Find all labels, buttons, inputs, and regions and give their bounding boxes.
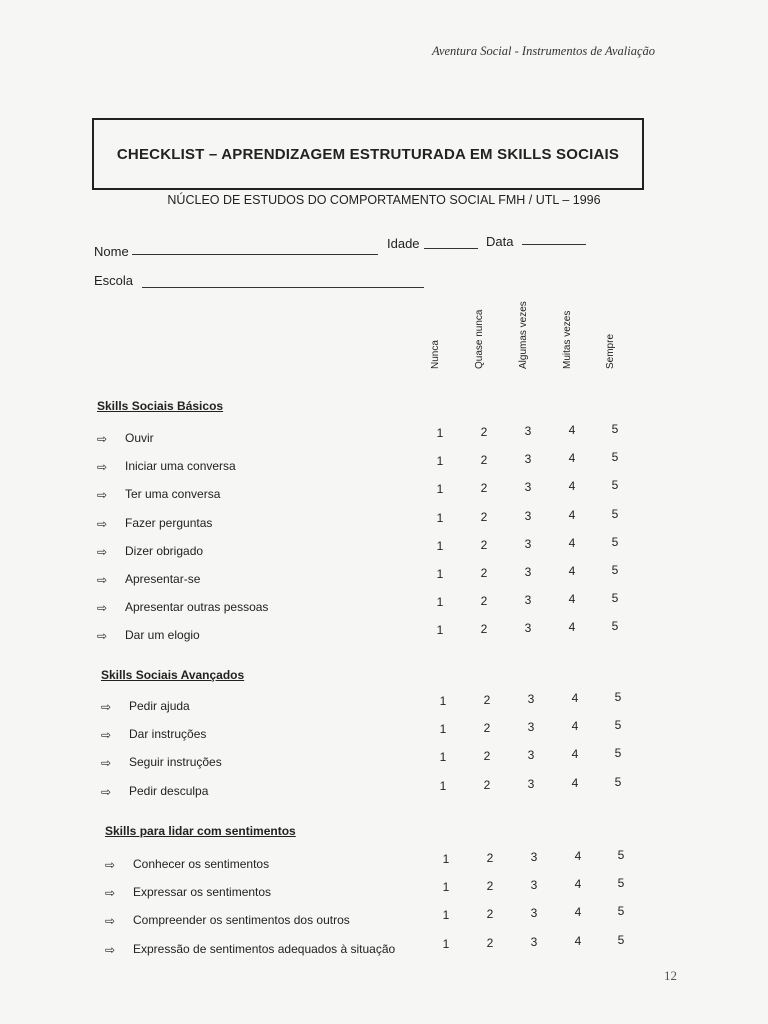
arrow-right-icon: ⇨ <box>105 858 116 872</box>
checklist-item: Conhecer os sentimentos <box>133 857 270 871</box>
arrow-right-icon: ⇨ <box>101 756 112 771</box>
rating-option[interactable]: 5 <box>611 506 619 521</box>
checklist-item: Pedir ajuda <box>129 699 190 713</box>
rating-option[interactable]: 4 <box>574 849 582 863</box>
rating-option[interactable]: 3 <box>524 424 532 438</box>
checklist-item: Expressar os sentimentos <box>133 885 272 900</box>
rating-option[interactable]: 5 <box>617 904 625 919</box>
checklist-item: Ouvir <box>125 431 154 445</box>
rating-option[interactable]: 1 <box>436 595 444 610</box>
rating-option[interactable]: 5 <box>614 746 622 761</box>
rating-option[interactable]: 5 <box>611 563 619 577</box>
rating-option[interactable]: 3 <box>524 621 532 636</box>
rating-option[interactable]: 2 <box>483 777 491 792</box>
rating-option[interactable]: 4 <box>574 905 582 920</box>
checklist-item: Dar um elogio <box>125 628 200 643</box>
arrow-right-icon: ⇨ <box>105 942 116 957</box>
column-header: Nunca <box>430 340 441 369</box>
checklist-item: Compreender os sentimentos dos outros <box>133 913 350 928</box>
rating-option[interactable]: 5 <box>614 690 622 704</box>
rating-option[interactable]: 3 <box>530 934 538 949</box>
rating-option[interactable]: 1 <box>442 880 450 895</box>
column-header: Algumas vezes <box>518 301 529 369</box>
rating-option[interactable]: 3 <box>530 878 538 893</box>
rating-option[interactable]: 5 <box>611 422 619 436</box>
rating-option[interactable]: 4 <box>568 479 576 494</box>
arrow-right-icon: ⇨ <box>101 784 112 799</box>
rating-option[interactable]: 2 <box>486 907 494 922</box>
checklist-item: Apresentar outras pessoas <box>125 600 269 615</box>
rating-option[interactable]: 3 <box>524 452 532 467</box>
rating-option[interactable]: 1 <box>436 454 444 469</box>
running-header: Aventura Social - Instrumentos de Avaliação <box>432 44 655 58</box>
rating-option[interactable]: 2 <box>486 851 494 865</box>
rating-option[interactable]: 4 <box>568 507 576 522</box>
rating-option[interactable]: 1 <box>439 778 447 793</box>
rating-option[interactable]: 4 <box>571 747 579 762</box>
rating-option[interactable]: 1 <box>439 694 447 708</box>
rating-option[interactable]: 2 <box>483 749 491 764</box>
arrow-right-icon: ⇨ <box>97 460 108 475</box>
title-box <box>92 118 644 190</box>
rating-option[interactable]: 1 <box>436 538 444 553</box>
rating-option[interactable]: 3 <box>527 692 535 706</box>
rating-option[interactable]: 2 <box>480 509 488 524</box>
rating-option[interactable]: 4 <box>571 719 579 734</box>
rating-option[interactable]: 1 <box>436 567 444 581</box>
section-title: Skills para lidar com sentimentos <box>105 824 296 838</box>
checklist-item: Pedir desculpa <box>129 783 209 798</box>
rating-option[interactable]: 5 <box>611 478 619 493</box>
checklist-item: Iniciar uma conversa <box>125 459 236 474</box>
rating-option[interactable]: 2 <box>480 622 488 637</box>
arrow-right-icon: ⇨ <box>97 544 108 559</box>
rating-option[interactable]: 2 <box>480 537 488 552</box>
arrow-right-icon: ⇨ <box>97 629 108 644</box>
arrow-right-icon: ⇨ <box>97 516 108 531</box>
idade-label: Idade <box>387 236 420 251</box>
rating-option[interactable]: 4 <box>574 933 582 948</box>
rating-option[interactable]: 1 <box>436 482 444 497</box>
rating-option[interactable]: 1 <box>439 750 447 765</box>
rating-option[interactable]: 1 <box>436 623 444 638</box>
checklist-item: Dizer obrigado <box>125 543 204 558</box>
rating-option[interactable]: 3 <box>527 748 535 763</box>
rating-option[interactable]: 2 <box>480 481 488 496</box>
rating-option[interactable]: 2 <box>483 721 491 736</box>
rating-option[interactable]: 2 <box>486 935 494 950</box>
data-label: Data <box>486 234 514 249</box>
rating-option[interactable]: 3 <box>527 720 535 735</box>
arrow-right-icon: ⇨ <box>105 886 116 901</box>
rating-option[interactable]: 4 <box>574 877 582 892</box>
rating-option[interactable]: 4 <box>568 620 576 635</box>
arrow-right-icon: ⇨ <box>97 601 108 616</box>
rating-option[interactable]: 3 <box>530 850 538 864</box>
nome-field[interactable] <box>132 254 378 255</box>
checklist-item: Ter uma conversa <box>125 487 221 502</box>
column-header: Muitas vezes <box>562 310 573 369</box>
rating-option[interactable]: 4 <box>568 592 576 607</box>
rating-option[interactable]: 3 <box>527 776 535 791</box>
checklist-item: Fazer perguntas <box>125 515 213 530</box>
rating-option[interactable]: 4 <box>571 691 579 705</box>
arrow-right-icon: ⇨ <box>97 488 108 503</box>
rating-option[interactable]: 5 <box>611 534 619 549</box>
arrow-right-icon: ⇨ <box>101 700 112 714</box>
rating-option[interactable]: 3 <box>524 565 532 579</box>
section-title: Skills Sociais Avançados <box>101 668 245 682</box>
rating-option[interactable]: 3 <box>530 906 538 921</box>
rating-option[interactable]: 4 <box>568 423 576 437</box>
rating-option[interactable]: 3 <box>524 593 532 608</box>
rating-option[interactable]: 1 <box>439 722 447 737</box>
checklist-item: Dar instruções <box>129 727 207 742</box>
rating-option[interactable]: 3 <box>524 508 532 523</box>
rating-option[interactable]: 5 <box>614 774 622 789</box>
rating-option[interactable]: 1 <box>442 908 450 923</box>
rating-option[interactable]: 5 <box>614 718 622 733</box>
rating-option[interactable]: 1 <box>436 426 444 440</box>
rating-option[interactable]: 2 <box>483 693 491 707</box>
rating-option[interactable]: 1 <box>442 852 450 866</box>
rating-option[interactable]: 1 <box>442 936 450 951</box>
column-header: Sempre <box>605 333 616 369</box>
rating-option[interactable]: 5 <box>611 591 619 606</box>
page-title: CHECKLIST – APRENDIZAGEM ESTRUTURADA EM SKILLS SOCIAIS <box>116 146 620 163</box>
column-header: Quase nunca <box>474 309 485 369</box>
nome-label: Nome <box>94 244 129 259</box>
rating-option[interactable]: 2 <box>480 453 488 468</box>
arrow-right-icon: ⇨ <box>97 573 108 587</box>
idade-field[interactable] <box>424 248 478 249</box>
arrow-right-icon: ⇨ <box>105 914 116 929</box>
rating-option[interactable]: 4 <box>571 775 579 790</box>
rating-option[interactable]: 1 <box>436 510 444 525</box>
rating-option[interactable]: 3 <box>524 480 532 495</box>
checklist-item: Seguir instruções <box>129 755 222 770</box>
page-number: 12 <box>664 968 677 983</box>
arrow-right-icon: ⇨ <box>101 728 112 743</box>
checklist-item: Apresentar-se <box>125 572 201 586</box>
arrow-right-icon: ⇨ <box>97 432 108 446</box>
section-title: Skills Sociais Básicos <box>97 399 224 413</box>
rating-option[interactable]: 5 <box>617 932 625 947</box>
subtitle: NÚCLEO DE ESTUDOS DO COMPORTAMENTO SOCIAL FMH / UTL – 1996 <box>167 193 601 207</box>
rating-option[interactable]: 2 <box>480 566 488 580</box>
rating-option[interactable]: 3 <box>524 536 532 551</box>
checklist-item: Expressão de sentimentos adequados à situação <box>133 941 396 956</box>
rating-option[interactable]: 4 <box>568 535 576 550</box>
rating-option[interactable]: 5 <box>611 450 619 465</box>
rating-option[interactable]: 4 <box>568 451 576 466</box>
rating-option[interactable]: 5 <box>611 619 619 634</box>
rating-option[interactable]: 2 <box>480 425 488 439</box>
rating-option[interactable]: 5 <box>617 848 625 862</box>
rating-option[interactable]: 5 <box>617 876 625 891</box>
rating-option[interactable]: 4 <box>568 564 576 578</box>
escola-label: Escola <box>94 273 134 288</box>
rating-option[interactable]: 2 <box>480 594 488 609</box>
rating-option[interactable]: 2 <box>486 879 494 894</box>
escola-field[interactable] <box>142 287 424 288</box>
data-field[interactable] <box>522 244 586 245</box>
